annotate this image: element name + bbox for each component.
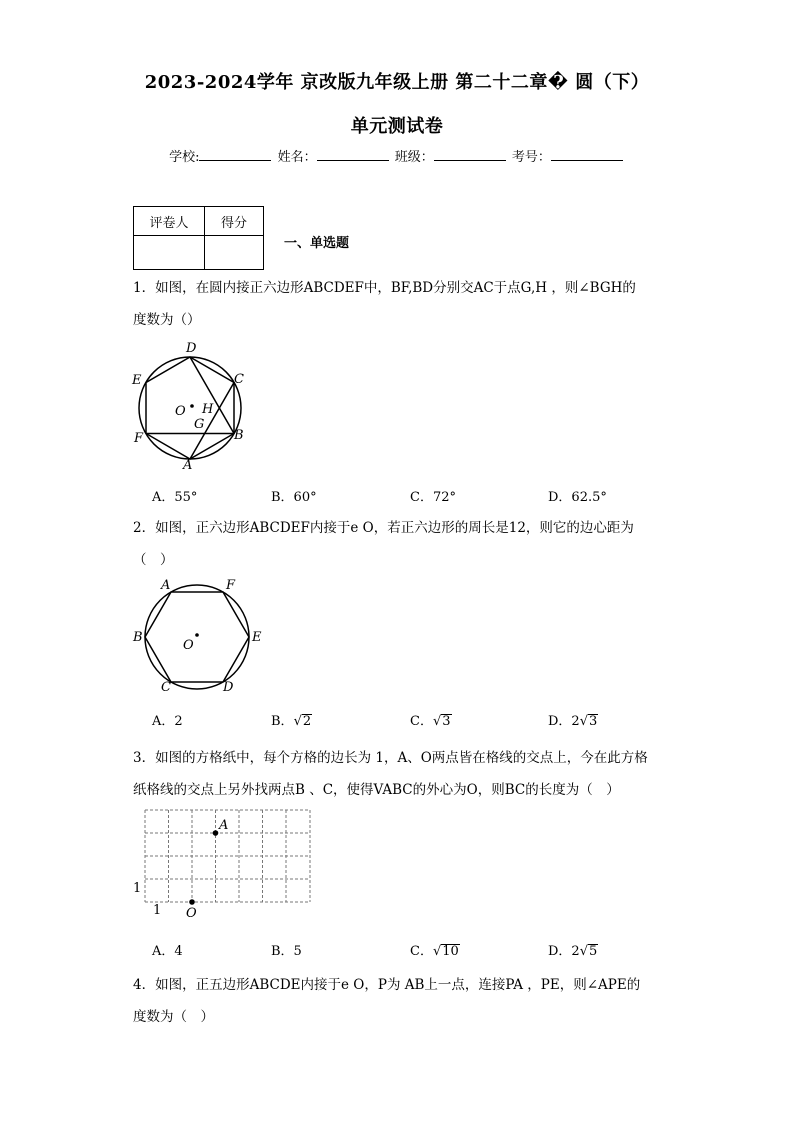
q2-label-d: D [223, 680, 234, 695]
q1-label-c: C [234, 372, 244, 387]
question-1-line2: 度数为（） [133, 312, 201, 328]
q3-label-a: A [219, 818, 229, 833]
q1-option-c[interactable]: C．72° [410, 490, 456, 505]
q1-label-b: B [234, 428, 244, 443]
q2-label-c: C [161, 680, 171, 695]
q2-label-o: O [183, 638, 194, 653]
q1-label-f: F [134, 431, 144, 446]
number-label: 考号： [511, 150, 551, 165]
grader-cell[interactable] [134, 236, 205, 270]
school-blank[interactable] [199, 148, 271, 161]
q1-circle [139, 357, 241, 459]
q3-label-unit-x: 1 [153, 903, 162, 918]
q2-label-a: A [161, 578, 171, 593]
question-4-line2: 度数为（ ） [133, 1009, 214, 1025]
score-table [133, 206, 264, 270]
q2-center-dot [195, 633, 199, 637]
score-header: 得分 [205, 207, 264, 236]
q3-option-b[interactable]: B．5 [271, 944, 302, 959]
page-title-line2: 单元测试卷 [350, 116, 444, 137]
q3-option-d[interactable]: D．2√5 [548, 944, 598, 959]
q1-hexagon [146, 357, 234, 459]
q1-option-a[interactable]: A．55° [152, 490, 198, 505]
q1-label-g: G [194, 417, 205, 432]
question-2-line1: 2．如图，正六边形ABCDEF内接于e O，若正六边形的周长是12，则它的边心距为 [133, 520, 634, 536]
q3-point-a [213, 830, 219, 836]
class-blank[interactable] [434, 148, 506, 161]
class-label: 班级： [394, 150, 434, 165]
school-label: 学校: [169, 150, 200, 165]
q3-label-o: O [186, 906, 197, 921]
q1-options [152, 486, 712, 506]
q2-option-d[interactable]: D．2√3 [548, 714, 598, 729]
q2-option-b[interactable]: B．√2 [271, 714, 312, 729]
grader-header: 评卷人 [134, 207, 205, 236]
name-label: 姓名： [277, 150, 317, 165]
q2-option-d-radicand: 3 [589, 714, 598, 729]
q3-option-c[interactable]: C．√10 [410, 944, 459, 959]
q3-option-a[interactable]: A．4 [152, 944, 183, 959]
q2-option-c-radicand: 3 [442, 714, 451, 729]
question-3-line1: 3．如图的方格纸中，每个方格的边长为 1，A、O两点皆在格线的交点上，今在此方格 [133, 750, 648, 766]
student-info-line [0, 146, 794, 165]
q3-grid-figure [130, 808, 320, 923]
question-1 [133, 272, 673, 336]
q1-center-dot [190, 404, 194, 408]
q2-label-b: B [133, 630, 143, 645]
question-1-line1: 1．如图，在圆内接正六边形ABCDEF中，BF,BD分别交AC于点G,H ，则∠BGH的 [133, 280, 636, 296]
q2-circle [145, 585, 249, 689]
q2-option-c[interactable]: C．√3 [410, 714, 451, 729]
q1-label-d: D [186, 341, 197, 356]
section-title: 一、单选题 [284, 236, 350, 251]
q2-figure [130, 575, 270, 700]
q1-option-b[interactable]: B．60° [271, 490, 317, 505]
q2-option-a[interactable]: A．2 [152, 714, 183, 729]
question-4-line1: 4．如图，正五边形ABCDE内接于e O，P为 AB上一点，连接PA ，PE，则∠APE的 [133, 977, 641, 993]
name-blank[interactable] [317, 148, 389, 161]
question-4 [133, 969, 673, 1033]
q2-label-e: E [252, 630, 262, 645]
question-2-line2: （ ） [133, 552, 174, 568]
question-3-line2: 纸格线的交点上另外找两点B 、C，使得VABC的外心为O，则BC的长度为（ ） [133, 782, 620, 798]
q1-label-h: H [202, 402, 214, 417]
q1-label-o: O [175, 404, 186, 419]
q2-label-f: F [226, 578, 236, 593]
number-blank[interactable] [551, 148, 623, 161]
q3-option-c-radicand: 10 [442, 944, 459, 959]
q2-options [152, 710, 712, 730]
q3-point-o [189, 899, 195, 905]
q2-hexagon [145, 592, 249, 682]
q1-label-a: A [183, 458, 193, 473]
score-cell[interactable] [205, 236, 264, 270]
q3-option-d-radicand: 5 [589, 944, 598, 959]
question-2 [133, 512, 673, 576]
page-title-line1: 2023-2024学年 京改版九年级上册 第二十二章� 圆（下） [144, 72, 650, 93]
q1-figure [130, 338, 255, 473]
question-3 [133, 742, 673, 806]
q3-label-unit-y: 1 [133, 881, 142, 896]
q1-option-d[interactable]: D．62.5° [548, 490, 607, 505]
q1-label-e: E [132, 373, 142, 388]
q3-options [152, 940, 712, 960]
q2-option-b-radicand: 2 [302, 714, 312, 729]
